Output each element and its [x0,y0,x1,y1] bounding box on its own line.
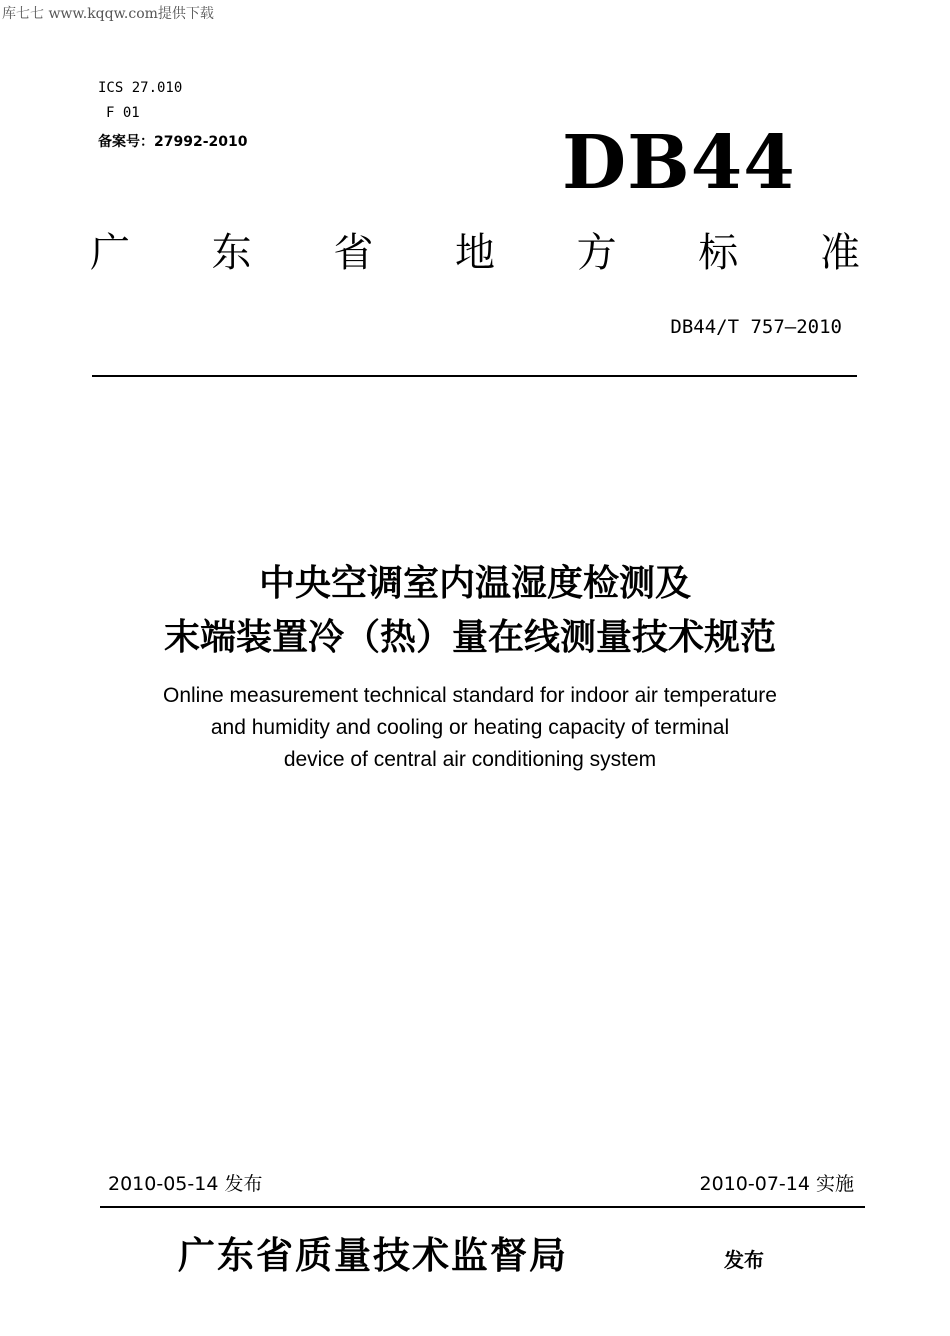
standard-number: DB44/T 757—2010 [670,316,842,338]
footer-divider [100,1206,865,1208]
title-en-line3: device of central air conditioning system [283,748,657,771]
issuing-authority: 广东省质量技术监督局 [178,1233,568,1277]
standard-type-heading [90,228,860,278]
watermark-text: 库七七 www.kqqw.com提供下载 [2,6,214,22]
header-divider [92,375,857,377]
standard-code-logo: DB44 [562,120,796,206]
title-cn-line2: 末端装置冷（热）量在线测量技术规范 [163,617,776,658]
issue-date: 2010-05-14 发布 [108,1173,263,1195]
standard-type-char: 准 [819,230,860,276]
standard-type-char: 广 [90,230,130,276]
standard-type-char: 东 [211,230,252,276]
title-en-line1: Online measurement technical standard for indoor air temperature [163,684,777,707]
title-en-line2: and humidity and cooling or heating capacity of terminal [210,716,730,739]
ics-code: ICS 27.010 [98,80,183,96]
implementation-date: 2010-07-14 实施 [699,1173,854,1195]
publish-label: 发布 [724,1248,764,1272]
standard-type-char: 标 [698,230,739,276]
standard-type-char: 方 [576,230,617,276]
title-cn-line1: 中央空调室内温湿度检测及 [258,563,691,604]
record-number: 备案号：27992-2010 [98,134,248,150]
standard-type-char: 省 [333,230,374,276]
standard-type-char: 地 [454,230,495,276]
category-code: F 01 [106,105,140,121]
